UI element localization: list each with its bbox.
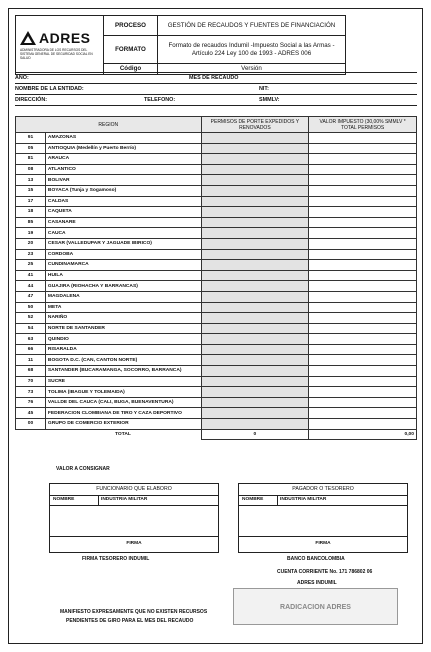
funcionario-nombre-value: INDUSTRIA MILITAR	[101, 497, 148, 502]
region-code: 66	[16, 344, 46, 355]
valor-cell	[309, 323, 417, 334]
valor-cell	[309, 270, 417, 281]
valor-cell	[309, 344, 417, 355]
table-row	[16, 344, 417, 355]
region-name: MAGDALENA	[45, 291, 201, 302]
table-row	[16, 133, 417, 144]
region-name: CORDOBA	[45, 249, 201, 260]
valor-cell	[309, 334, 417, 345]
region-code: 11	[16, 355, 46, 366]
permisos-cell[interactable]	[201, 387, 309, 398]
valor-cell	[309, 419, 417, 430]
region-header: REGION	[16, 117, 202, 133]
permisos-cell[interactable]	[201, 249, 309, 260]
region-code: 08	[16, 164, 46, 175]
manifiesto-line-1: MANIFIESTO EXPRESAMENTE QUE NO EXISTEN RECURSOS	[60, 609, 208, 615]
table-row	[16, 175, 417, 186]
table-row	[16, 270, 417, 281]
region-name: BOGOTA D.C. (CAN, CANTON NORTE)	[45, 355, 201, 366]
table-row	[16, 291, 417, 302]
total-label: TOTAL	[115, 432, 131, 438]
region-name: CAQUETA	[45, 207, 201, 218]
total-row	[16, 429, 417, 440]
region-name: QUINDIO	[45, 334, 201, 345]
permisos-cell[interactable]	[201, 313, 309, 324]
table-row	[16, 207, 417, 218]
valor-cell	[309, 175, 417, 186]
region-name: AMAZONAS	[45, 133, 201, 144]
table-row	[16, 408, 417, 419]
valor-cell	[309, 281, 417, 292]
valor-cell	[309, 238, 417, 249]
region-name: CASANARE	[45, 217, 201, 228]
region-code: 05	[16, 143, 46, 154]
permisos-cell[interactable]	[201, 397, 309, 408]
region-code: 81	[16, 154, 46, 165]
permisos-cell[interactable]	[201, 196, 309, 207]
region-name: CUNDINAMARCA	[45, 260, 201, 271]
permisos-cell[interactable]	[201, 344, 309, 355]
pagador-nombre-value: INDUSTRIA MILITAR	[280, 497, 327, 502]
valor-header: VALOR IMPUESTO (30,00% SMMLV * TOTAL PERMISOS	[309, 117, 417, 133]
region-code: 47	[16, 291, 46, 302]
permisos-cell[interactable]	[201, 164, 309, 175]
region-code: 63	[16, 334, 46, 345]
region-name: NORTE DE SANTANDER	[45, 323, 201, 334]
funcionario-nombre-label: NOMBRE	[53, 497, 75, 502]
table-row	[16, 387, 417, 398]
region-code: 54	[16, 323, 46, 334]
permisos-header: PERMISOS DE PORTE EXPEDIDOS Y RENOVADOS	[201, 117, 309, 133]
logo-subtitle: ADMINISTRADORA DE LOS RECURSOS DEL SISTEMA GENERAL DE SEGURIDAD SOCIAL EN SALUD	[20, 47, 93, 60]
proceso-value: GESTIÓN DE RECAUDOS Y FUENTES DE FINANCIACIÓN	[158, 16, 346, 36]
region-name: META	[45, 302, 201, 313]
region-rows	[16, 133, 417, 440]
logo-name: ADRES	[39, 29, 91, 46]
permisos-cell[interactable]	[201, 408, 309, 419]
region-name: BOLIVAR	[45, 175, 201, 186]
permisos-cell[interactable]	[201, 302, 309, 313]
region-code: 50	[16, 302, 46, 313]
smmlv-label: SMMLV:	[259, 97, 280, 103]
region-code: 00	[16, 419, 46, 430]
valor-cell	[309, 207, 417, 218]
region-name: GUAJIRA (RIOHACHA Y BARRANCAS)	[45, 281, 201, 292]
pagador-firma-label: FIRMA	[315, 541, 331, 546]
telefono-label: TELEFONO:	[144, 97, 176, 103]
funcionario-title: FUNCIONARIO QUE ELABORO	[96, 486, 172, 492]
region-name: CAUCA	[45, 228, 201, 239]
divider	[15, 94, 417, 95]
region-name: ARAUCA	[45, 154, 201, 165]
valor-cell	[309, 355, 417, 366]
region-code: 15	[16, 185, 46, 196]
region-code: 70	[16, 376, 46, 387]
permisos-cell[interactable]	[201, 323, 309, 334]
region-table	[15, 116, 417, 440]
valor-cell	[309, 302, 417, 313]
table-row	[16, 249, 417, 260]
table-row	[16, 185, 417, 196]
region-code: 44	[16, 281, 46, 292]
valor-cell	[309, 133, 417, 144]
proceso-label: PROCESO	[104, 16, 158, 36]
region-code: 73	[16, 387, 46, 398]
table-row	[16, 313, 417, 324]
table-row	[16, 217, 417, 228]
table-row	[16, 143, 417, 154]
region-code: 41	[16, 270, 46, 281]
region-name: BOYACA (Tunja y Sogamoso)	[45, 185, 201, 196]
region-name: RISARALDA	[45, 344, 201, 355]
table-row	[16, 238, 417, 249]
valor-cell	[309, 397, 417, 408]
divider	[15, 83, 417, 84]
region-name: CALDAS	[45, 196, 201, 207]
region-code: 85	[16, 217, 46, 228]
permisos-cell[interactable]	[201, 175, 309, 186]
permisos-cell[interactable]	[201, 366, 309, 377]
valor-cell	[309, 366, 417, 377]
firma-tesorero: FIRMA TESORERO INDUMIL	[82, 556, 150, 562]
direccion-label: DIRECCIÓN:	[15, 97, 48, 103]
region-code: 45	[16, 408, 46, 419]
permisos-cell[interactable]	[201, 228, 309, 239]
table-row	[16, 419, 417, 430]
table-row	[16, 154, 417, 165]
codigo-label: Código	[104, 64, 158, 75]
table-row	[16, 323, 417, 334]
logo-cell	[16, 16, 104, 75]
table-row	[16, 260, 417, 271]
entidad-label: NOMBRE DE LA ENTIDAD:	[15, 86, 84, 92]
region-code: 19	[16, 228, 46, 239]
valor-cell	[309, 164, 417, 175]
region-code: 91	[16, 133, 46, 144]
region-code: 17	[16, 196, 46, 207]
valor-cell	[309, 387, 417, 398]
table-row	[16, 397, 417, 408]
permisos-cell[interactable]	[201, 207, 309, 218]
table-row	[16, 366, 417, 377]
region-name: NARIÑO	[45, 313, 201, 324]
valor-cell	[309, 143, 417, 154]
table-row	[16, 376, 417, 387]
valor-cell	[309, 313, 417, 324]
cuenta-label: CUENTA CORRIENTE No. 171 786802 06	[277, 569, 373, 575]
table-row	[16, 281, 417, 292]
table-row	[16, 164, 417, 175]
mes-label: MES DE RECAUDO	[189, 75, 239, 81]
table-row	[16, 302, 417, 313]
region-name: TOLIMA (IBAGUE Y TOLEMAIDA)	[45, 387, 201, 398]
permisos-cell[interactable]	[201, 376, 309, 387]
region-code: 18	[16, 207, 46, 218]
region-name: GRUPO DE COMERCIO EXTERIOR	[45, 419, 201, 430]
funcionario-firma-label: FIRMA	[126, 541, 142, 546]
region-code: 25	[16, 260, 46, 271]
region-name: HUILA	[45, 270, 201, 281]
valor-cell	[309, 185, 417, 196]
region-name: CESAR (VALLEDUPAR Y JAGUADE IBIRICO)	[45, 238, 201, 249]
valor-cell	[309, 154, 417, 165]
formato-value: Formato de recaudos Indumil -Impuesto Social a las Armas - Artículo 224 Ley 100 de 1993 - ADRES 006	[158, 36, 346, 64]
region-code: 23	[16, 249, 46, 260]
permisos-cell[interactable]	[201, 260, 309, 271]
funcionario-box	[49, 483, 219, 553]
region-code: 76	[16, 397, 46, 408]
pagador-title: PAGADOR O TESORERO	[292, 486, 354, 492]
radicacion-stamp: RADICACION ADRES	[233, 588, 398, 625]
form-page	[8, 8, 423, 644]
region-name: ANTIOQUIA (Medellín y Puerto Berrío)	[45, 143, 201, 154]
anio-label: AÑO:	[15, 75, 29, 81]
region-name: FEDERACION CLOMBIANA DE TIRO Y CAZA DEPORTIVO	[45, 408, 201, 419]
banco-label: BANCO BANCOLOMBIA	[287, 556, 345, 562]
valor-cell	[309, 260, 417, 271]
valor-cell	[309, 228, 417, 239]
permisos-cell[interactable]	[201, 185, 309, 196]
table-row	[16, 196, 417, 207]
permisos-cell[interactable]	[201, 334, 309, 345]
valor-cell	[309, 291, 417, 302]
region-code: 68	[16, 366, 46, 377]
region-code: 20	[16, 238, 46, 249]
permisos-cell[interactable]	[201, 270, 309, 281]
permisos-cell[interactable]	[201, 355, 309, 366]
region-code: 13	[16, 175, 46, 186]
permisos-cell[interactable]	[201, 238, 309, 249]
nit-label: NIT:	[259, 86, 269, 92]
adres-indumil-label: ADRES INDUMIL	[297, 580, 337, 586]
divider	[15, 105, 417, 106]
valor-cell	[309, 249, 417, 260]
valor-consignar-label: VALOR A CONSIGNAR	[56, 466, 110, 472]
adres-logo-icon	[20, 31, 36, 45]
total-valor: 0,00	[309, 429, 417, 440]
version-label: Versión	[158, 64, 346, 75]
valor-cell	[309, 408, 417, 419]
table-row	[16, 228, 417, 239]
permisos-cell[interactable]	[201, 419, 309, 430]
permisos-cell[interactable]	[201, 291, 309, 302]
header-table	[15, 15, 346, 75]
region-code: 52	[16, 313, 46, 324]
valor-cell	[309, 217, 417, 228]
permisos-cell[interactable]	[201, 281, 309, 292]
pagador-box	[238, 483, 408, 553]
table-row	[16, 334, 417, 345]
pagador-nombre-label: NOMBRE	[242, 497, 264, 502]
permisos-cell[interactable]	[201, 154, 309, 165]
permisos-cell[interactable]	[201, 217, 309, 228]
table-row	[16, 355, 417, 366]
formato-label: FORMATO	[104, 36, 158, 64]
divider	[15, 72, 417, 73]
valor-cell	[309, 196, 417, 207]
region-name: ATLANTICO	[45, 164, 201, 175]
region-name: SUCRE	[45, 376, 201, 387]
valor-cell	[309, 376, 417, 387]
permisos-cell[interactable]	[201, 143, 309, 154]
manifiesto-line-2: PENDIENTES DE GIRO PARA EL MES DEL RECAUDO	[66, 618, 194, 624]
permisos-cell[interactable]	[201, 133, 309, 144]
region-name: SANTANDER (BUCARAMANGA, SOCORRO, BARRANCA)	[45, 366, 201, 377]
total-permisos: 0	[201, 429, 309, 440]
region-name: VALLDE DEL CAUCA (CALI, BUGA, BUENAVENTURA)	[45, 397, 201, 408]
